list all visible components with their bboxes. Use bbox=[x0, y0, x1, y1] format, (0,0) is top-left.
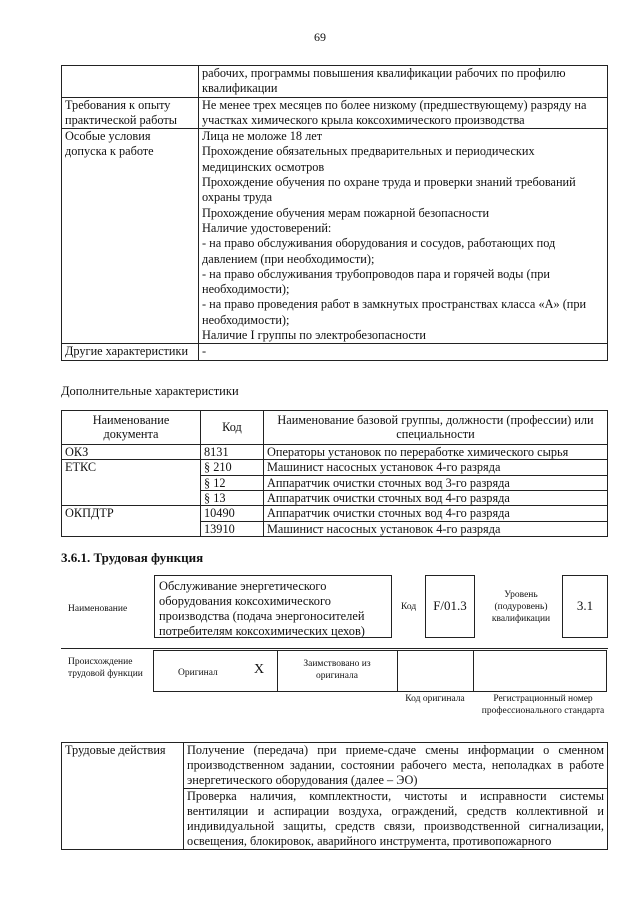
row-label: Особые условия допуска к работе bbox=[62, 129, 199, 344]
condition-line: Прохождение обучения мерам пожарной безопасности bbox=[202, 205, 490, 220]
column-header: Наименование документа bbox=[62, 411, 201, 445]
name-cell: Аппаратчик очистки сточных вод 4-го разряда bbox=[264, 506, 608, 521]
row-label: Другие характеристики bbox=[62, 344, 199, 360]
condition-line: - на право обслуживания оборудования и сосудов, работающих под давлением (при необходимости); bbox=[202, 236, 556, 266]
original-mark: X bbox=[254, 662, 265, 677]
original-label: Оригинал bbox=[178, 668, 218, 678]
name-label: Наименование bbox=[68, 604, 128, 614]
doc-cell: ОКЗ bbox=[62, 444, 201, 459]
table-row bbox=[62, 129, 608, 344]
qualification-requirements-table bbox=[61, 65, 608, 361]
function-name-box: Обслуживание энергетического оборудования коксохимического производства (подача энергоносителей потребителям коксохимических цехов) bbox=[154, 575, 392, 638]
table-row bbox=[62, 444, 608, 459]
column-header: Код bbox=[201, 411, 264, 445]
additional-characteristics-table bbox=[61, 410, 608, 537]
action-item: Проверка наличия, комплектности, чистоты и исправности системы вентиляции и аспирации воздуха, ограждений, средств коллективной и индивидуальной защиты, средств связи, производственной сигнализации, освещения, блокировок, аварийного инструмента, противопожарного bbox=[184, 789, 608, 850]
name-cell: Аппаратчик очистки сточных вод 3-го разряда bbox=[264, 475, 608, 490]
table-row bbox=[62, 506, 608, 521]
row-value: - bbox=[199, 344, 608, 360]
original-code-caption: Код оригинала bbox=[405, 694, 465, 704]
code-cell: 8131 bbox=[201, 444, 264, 459]
condition-line: Лица не моложе 18 лет bbox=[202, 129, 323, 144]
doc-cell: ОКПДТР bbox=[62, 506, 201, 537]
origin-label: Происхождение трудовой функции bbox=[68, 657, 143, 679]
table-row bbox=[62, 743, 608, 789]
condition-line: Прохождение обучения по охране труда и проверки знаний требований охраны труда bbox=[202, 175, 576, 205]
divider bbox=[61, 648, 608, 649]
divider bbox=[473, 650, 474, 692]
row-label: Требования к опыту практической работы bbox=[62, 97, 199, 129]
labor-actions-table bbox=[61, 742, 608, 850]
action-item: Получение (передача) при приеме-сдаче смены информации о сменном производственном задании, состоянии рабочего места, неполадках в работе энергетического оборудования (далее – ЭО) bbox=[184, 743, 608, 789]
name-cell: Аппаратчик очистки сточных вод 4-го разряда bbox=[264, 491, 608, 506]
condition-line: Наличие I группы по электробезопасности bbox=[202, 328, 426, 343]
row-label: Трудовые действия bbox=[62, 743, 184, 850]
divider bbox=[397, 650, 398, 692]
reg-number-caption: Регистрационный номер профессионального стандарта bbox=[481, 694, 605, 716]
table-row bbox=[62, 66, 608, 98]
section-title: 3.6.1. Трудовая функция bbox=[61, 550, 204, 565]
code-label: Код bbox=[401, 602, 417, 612]
code-cell: § 13 bbox=[201, 491, 264, 506]
function-code-box: F/01.3 bbox=[425, 575, 475, 638]
condition-line: Наличие удостоверений: bbox=[202, 220, 332, 235]
name-cell: Машинист насосных установок 4-го разряда bbox=[264, 460, 608, 475]
table-header-row bbox=[62, 411, 608, 445]
borrowed-label: Заимствовано из оригинала bbox=[303, 659, 371, 681]
name-cell: Машинист насосных установок 4-го разряда bbox=[264, 521, 608, 536]
code-cell: 10490 bbox=[201, 506, 264, 521]
condition-line: - на право проведения работ в замкнутых пространствах класса «А» (при необходимости); bbox=[202, 297, 587, 327]
row-value: рабочих, программы повышения квалификации рабочих по профилю квалификации bbox=[199, 66, 608, 98]
doc-cell: ЕТКС bbox=[62, 460, 201, 506]
code-cell: § 12 bbox=[201, 475, 264, 490]
page-number: 69 bbox=[314, 30, 326, 44]
level-box: 3.1 bbox=[562, 575, 608, 638]
code-cell: 13910 bbox=[201, 521, 264, 536]
row-value: Не менее трех месяцев по более низкому (предшествующему) разряду на участках химического крыла коксохимического производства bbox=[199, 97, 608, 129]
table-row bbox=[62, 460, 608, 475]
table-row bbox=[62, 97, 608, 129]
condition-line: Прохождение обязательных предварительных и периодических медицинских осмотров bbox=[202, 144, 535, 174]
divider bbox=[277, 650, 278, 692]
table-row bbox=[62, 344, 608, 360]
level-label: Уровень (подуровень) квалификации bbox=[491, 590, 551, 624]
code-cell: § 210 bbox=[201, 460, 264, 475]
row-value bbox=[199, 129, 608, 344]
column-header: Наименование базовой группы, должности (профессии) или специальности bbox=[264, 411, 608, 445]
row-label bbox=[62, 66, 199, 98]
condition-line: - на право обслуживания трубопроводов пара и горячей воды (при необходимости); bbox=[202, 266, 550, 297]
additional-title: Дополнительные характеристики bbox=[61, 384, 239, 398]
name-cell: Операторы установок по переработке химического сырья bbox=[264, 444, 608, 459]
